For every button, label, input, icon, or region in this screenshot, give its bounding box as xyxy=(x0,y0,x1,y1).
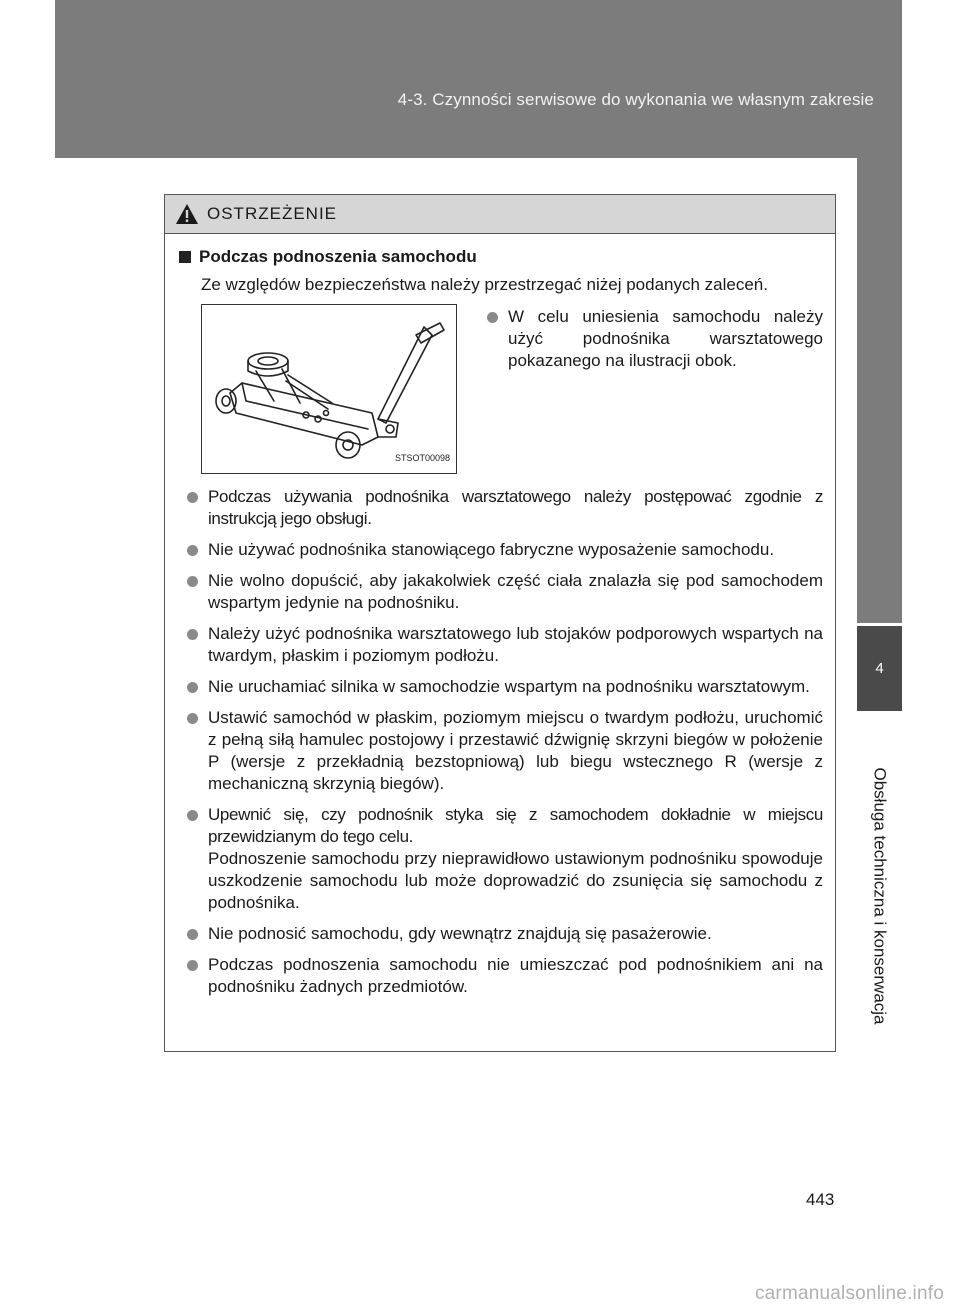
bullet-list xyxy=(179,486,823,998)
bullet-extra-text: Podnoszenie samochodu przy nieprawidłowo ustawionym podnośniku spowoduje uszkodzenie samochodu lub może doprowadzić do zsunięcia się samochodu z podnośnika. xyxy=(208,849,823,912)
bullet-text: Należy użyć podnośnika warsztatowego lub stojaków podporowych wspartych na twardym, płaskim i poziomym podłożu. xyxy=(208,624,823,665)
bullet-text: Upewnić się, czy podnośnik styka się z samochodem dokładnie w miejscu przewidzianym do tego celu. xyxy=(208,805,823,846)
bullet-dot-icon xyxy=(187,576,198,587)
list-item xyxy=(179,923,823,945)
bullet-text: Ustawić samochód w płaskim, poziomym miejscu o twardym podłożu, uruchomić z pełną siłą hamulec postojowy i przestawić dźwignię skrzyni biegów w położenie P (wersje z przekładnią bezstopniową) lub biegu wstecznego R (wersje z mechaniczną skrzynią biegów). xyxy=(208,708,823,793)
bullet-text: Podczas podnoszenia samochodu nie umieszczać pod podnośnikiem ani na podnośniku żadnych przedmiotów. xyxy=(208,955,823,996)
bullet-text-group xyxy=(208,804,823,914)
list-item xyxy=(179,707,823,795)
bullet-dot-icon xyxy=(187,713,198,724)
bullet-dot-icon xyxy=(487,312,498,323)
square-bullet-icon xyxy=(179,251,191,263)
list-item xyxy=(179,804,823,914)
header-band xyxy=(55,0,902,158)
chapter-label: Obsługa techniczna i konserwacja xyxy=(870,767,890,1025)
floor-jack-illustration xyxy=(201,304,457,474)
bullet-text: Nie używać podnośnika stanowiącego fabryczne wyposażenie samochodu. xyxy=(208,540,775,559)
list-item xyxy=(179,570,823,614)
list-item xyxy=(479,306,823,372)
bullet-text: Nie wolno dopuścić, aby jakakolwiek część ciała znalazła się pod samochodem wspartym jedynie na podnośniku. xyxy=(208,571,823,612)
figure-row xyxy=(179,304,823,474)
watermark: carmanualsonline.info xyxy=(754,1283,944,1304)
section-title xyxy=(179,246,823,268)
bullet-text: Nie podnosić samochodu, gdy wewnątrz znajdują się pasażerowie. xyxy=(208,924,712,943)
side-tab-upper xyxy=(857,158,902,623)
bullet-dot-icon xyxy=(187,810,198,821)
page-number: 443 xyxy=(806,1190,835,1209)
chapter-number-tab: 4 xyxy=(857,626,902,711)
bullet-dot-icon xyxy=(187,492,198,503)
section-title-text: Podczas podnoszenia samochodu xyxy=(199,247,477,266)
warning-box xyxy=(164,194,836,1052)
bullet-dot-icon xyxy=(187,545,198,556)
chapter-label-tab xyxy=(857,711,902,1081)
bullet-dot-icon xyxy=(187,960,198,971)
figure-bullet-text: W celu uniesienia samochodu należy użyć podnośnika warsztatowego pokazanego na ilustracji obok. xyxy=(508,307,823,370)
figure-caption: STSOT00098 xyxy=(394,453,450,463)
bullet-text: Podczas używania podnośnika warsztatowego należy postępować zgodnie z instrukcją jego obsługi. xyxy=(208,487,823,528)
figure-side-text xyxy=(479,304,823,474)
bullet-dot-icon xyxy=(187,682,198,693)
warning-triangle-icon xyxy=(175,203,199,225)
bullet-dot-icon xyxy=(187,929,198,940)
intro-text: Ze względów bezpieczeństwa należy przestrzegać niżej podanych zaleceń. xyxy=(201,275,768,294)
list-item xyxy=(179,954,823,998)
warning-content xyxy=(165,234,835,998)
bullet-text: Nie uruchamiać silnika w samochodzie wspartym na podnośniku warsztatowym. xyxy=(208,677,810,696)
warning-header xyxy=(165,195,835,234)
warning-title: OSTRZEŻENIE xyxy=(207,204,338,223)
list-item xyxy=(179,539,823,561)
section-header-title: 4-3. Czynności serwisowe do wykonania we własnym zakresie xyxy=(397,90,874,109)
list-item xyxy=(179,623,823,667)
list-item xyxy=(179,486,823,530)
bullet-dot-icon xyxy=(187,629,198,640)
list-item xyxy=(179,676,823,698)
